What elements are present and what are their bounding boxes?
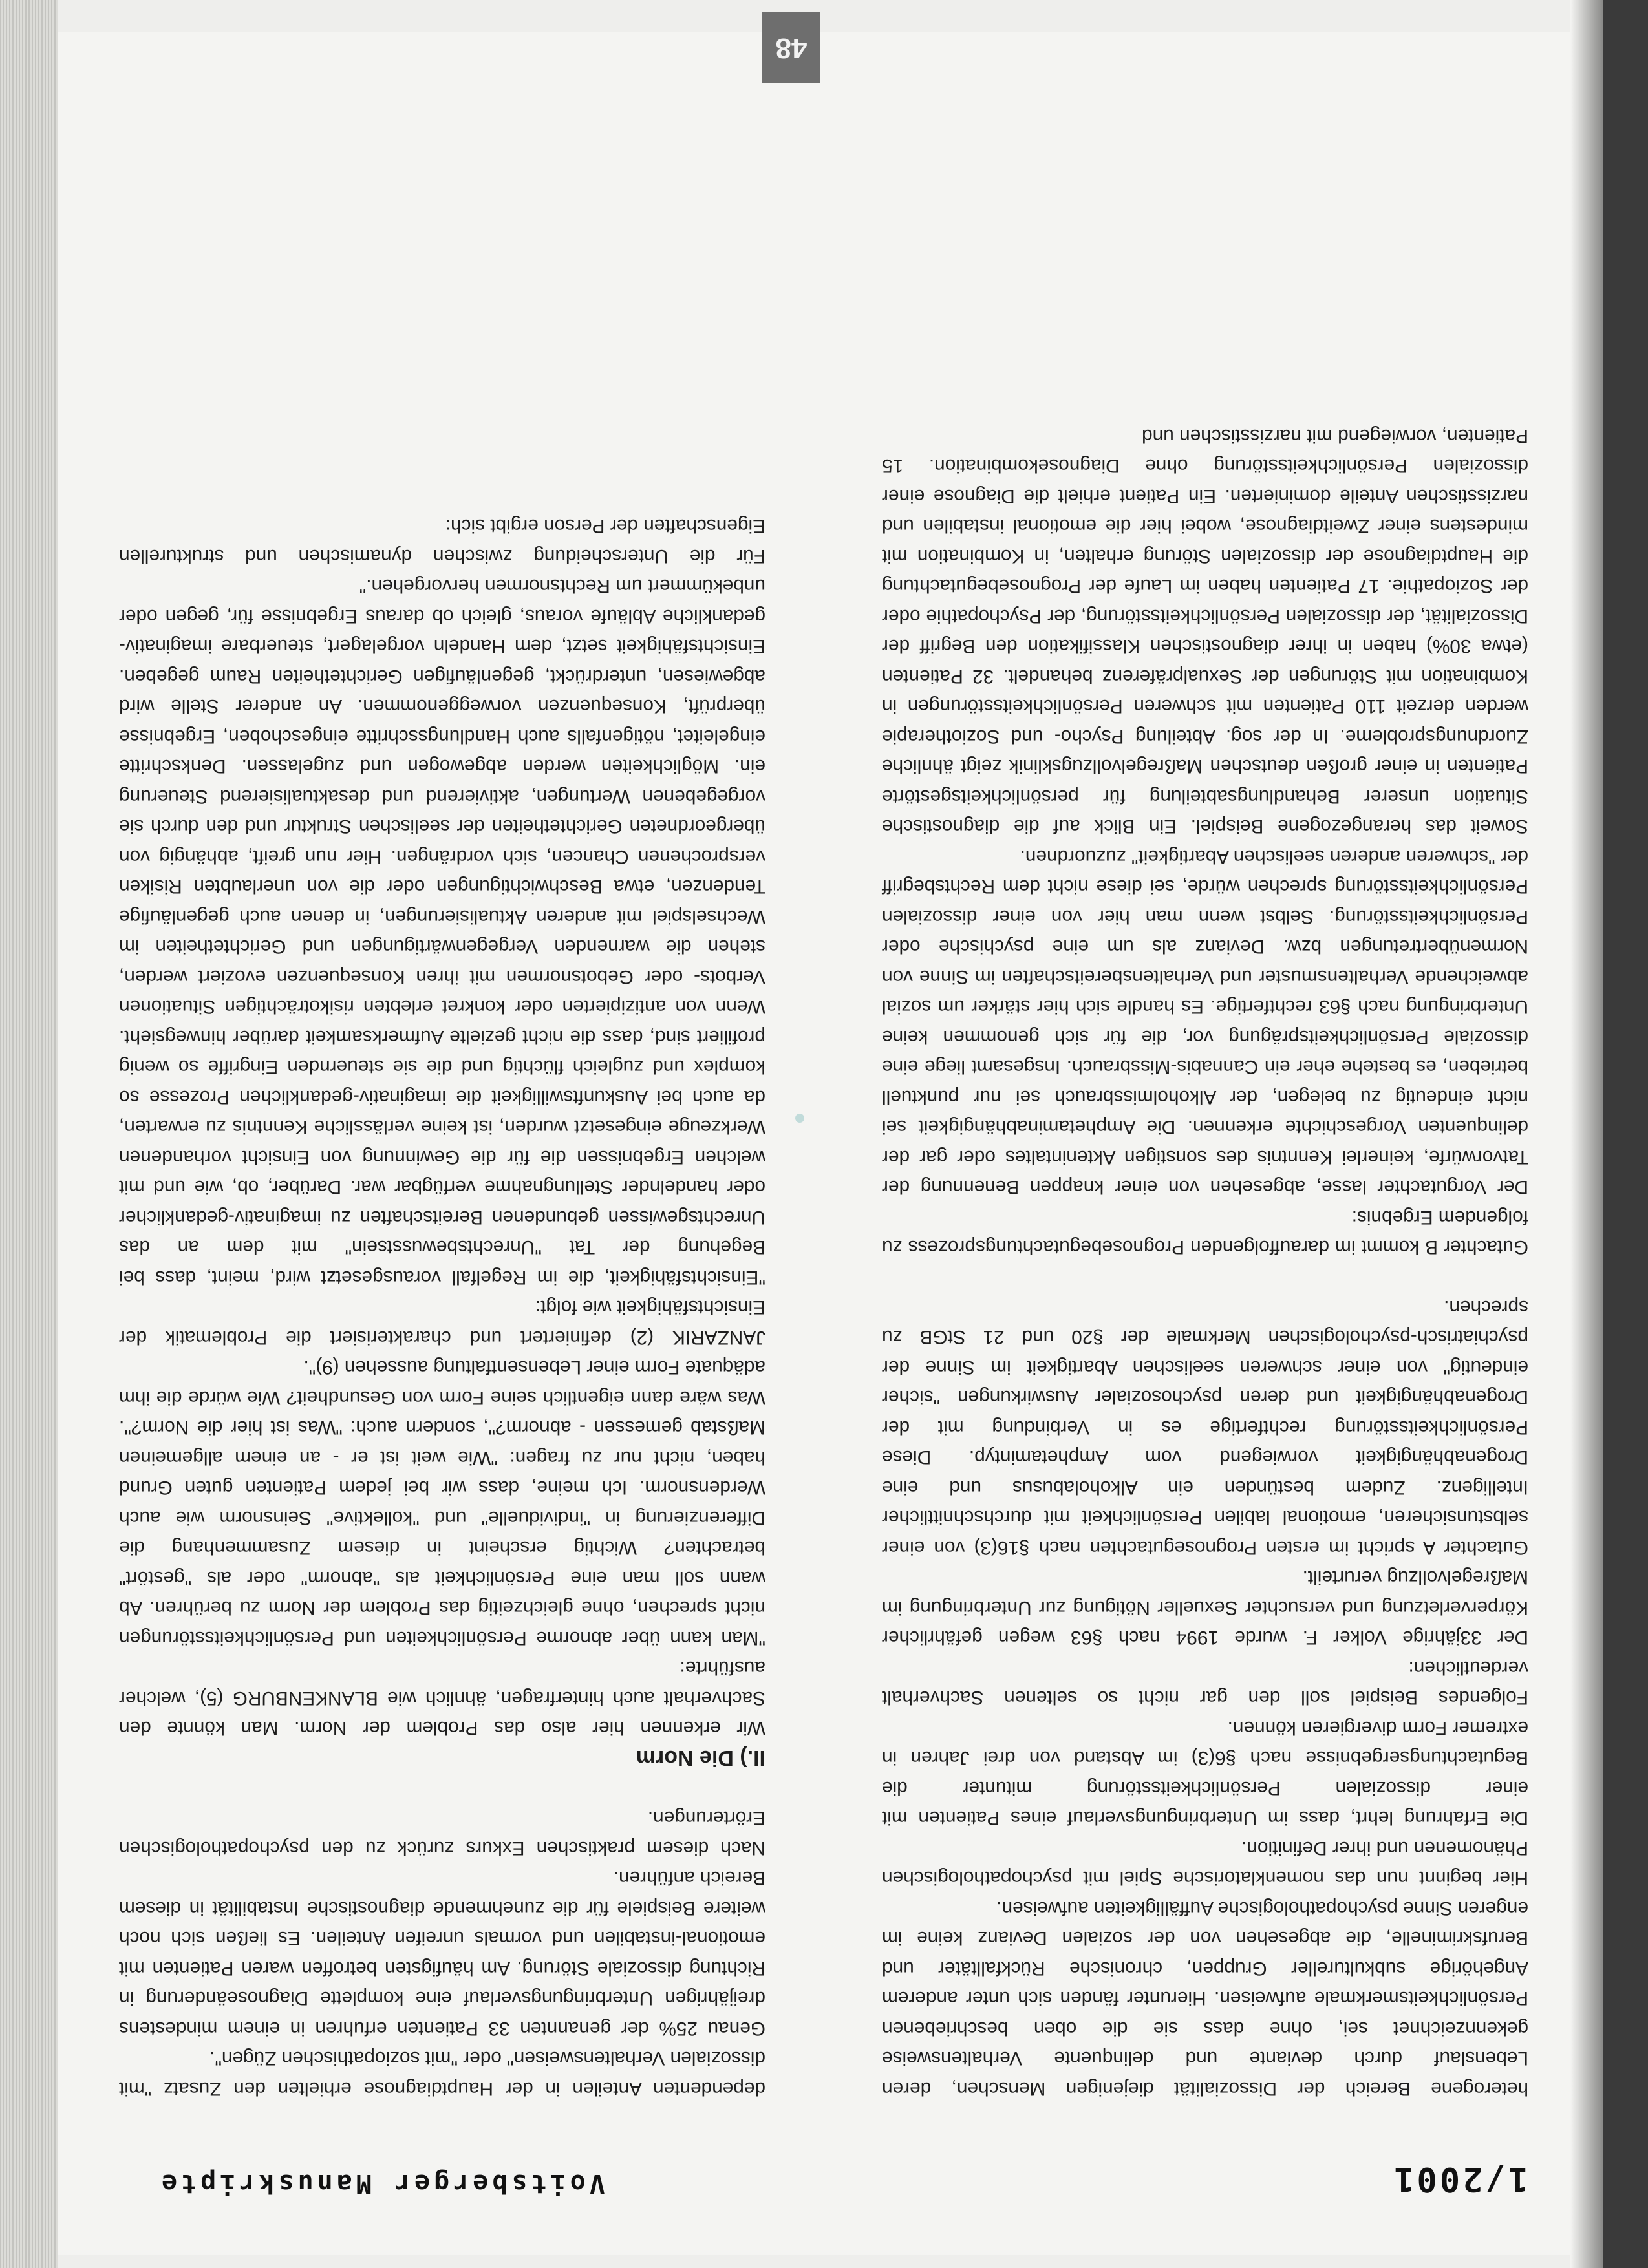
paragraph: Für die Unterscheidung zwischen dynamischen und strukturellen Eigenschaften der Person ergibt sich: (119, 515, 765, 567)
paragraph: heterogene Bereich der Dissozialität diejenigen Menschen, deren Lebenslauf durch deviante und delinquente Verhaltensweise gekennzeichnet sei, ohne dass sie die oben beschriebenen Persönlichkeitsmerkmale aufweisen. Hierunter fänden sich unter anderem Angehörige subkultureller Gruppen, chronische Rückfalltäter und Berufskriminelle, die abgesehen von der sozialen Devianz keine im engeren Sinne psychopathologische Auffälligkeiten aufweisen. (882, 1898, 1528, 2099)
paragraph: dependenten Anteilen in der Hauptdiagnose erhielten den Zusatz "mit dissozialen Verhaltensweisen" oder "mit soziopathischen Zügen". (119, 2048, 765, 2099)
page-number: 48 (762, 12, 820, 83)
paragraph: JANZARIK (2) definiertert und charakterisiert die Problematik der Einsichtsfähigkeit wie folgt: (119, 1297, 765, 1348)
gutter-shadow (1570, 0, 1603, 2268)
issue-number: 1/2001 (1391, 2159, 1528, 2198)
paragraph: Soweit das herangezogene Beispiel. Ein Blick auf die diagnostische Situation unserer Behandlungsabteilung für persönlichkeitsgestörte Patienten in einer großen deutschen Maßregelvollzugsklinik zeigt ähnliche Zuordnungsprobleme. In der sog. Abteilung Psycho- und Soziotherapie werden derzeit 110 Patienten mit schweren Persönlichkeitsstörungen in Kombination mit Störungen der Sexualpräferenz behandelt. 32 Patienten (etwa 30%) haben in ihrer diagnostischen Klassifikation den Begriff der Dissozialität, der dissozialen Persönlichkeitsstörung, der Psychopathie oder der Soziopathie. 17 Patienten haben im Laufe der Prognosebegutachtung die Hauptdiagnose der dissozialen Störung erhalten, in Kombination mit mindestens einer Zweitdiagnose, wobei hier die emotional instabilen und narzisstischen Anteile dominierten. Ein Patient erhielt die Diagnose einer dissozialen Persönlichkeitsstörung ohne Diagnosekombination. 15 Patienten, vorwiegend mit narzisstischen und (882, 425, 1528, 838)
running-header (158, 2153, 1528, 2198)
paragraph: Gutachter B kommt im darauffolgenden Prognosebegutachtungsprozess zu folgendem Ergebnis: (882, 1207, 1528, 1258)
paragraph: Der 33jährige Volker F. wurde 1994 nach §63 wegen gefährlicher Körperverletzung und versuchter Sexueller Nötigung zur Unterbringung im Maßregelvollzug verurteilt. (882, 1567, 1528, 1649)
paragraph: Nach diesem praktischen Exkurs zurück zu den psychopathologischen Erörterungen. (119, 1807, 765, 1859)
paragraph: Wir erkennen hier also das Problem der Norm. Man könnte den Sachverhalt auch hinterfragen, ähnlich wie BLANKENBURG (5), welcher ausführte: (119, 1657, 765, 1739)
paragraph: Gutachter A spricht im ersten Prognosegutachten nach §16(3) von einer selbstunsicheren, emotional labilen Persönlichkeit mit durchschnittlicher Intelligenz. Zudem bestünden ein Alkoholabusus und eine Drogenabhängigkeit vorwiegend vom Amphetamintyp. Diese Persönlichkeitsstörung rechtfertige es in Verbindung mit der Drogenabhängigkeit und deren psychosozialer Auswirkungen "sicher eindeutig" von einer schweren seelischen Abartigkeit im Sinne der psychiatrisch-psychologischen Merkmale der §20 und 21 StGB zu sprechen. (882, 1297, 1528, 1558)
book-spine (1603, 0, 1648, 2268)
paragraph: Die Erfahrung lehrt, dass im Unterbringungsverlauf eines Patienten mit einer dissozialen Persönlichkeitsstörung mitunter die Begutachtungsergebnisse nach §6(3) im Abstand von drei Jahren in extremer Form divergieren können. (882, 1717, 1528, 1829)
section-heading: II.) Die Norm (636, 1746, 765, 1770)
paragraph: Hier beginnt nun das nomenklatorische Spiel mit psychopathologischen Phänomenen und ihrer Definition. (882, 1838, 1528, 1889)
left-column (882, 421, 1528, 2104)
ink-mark (795, 1114, 804, 1123)
right-column (119, 511, 765, 2103)
paragraph: Folgendes Beispiel soll den gar nicht so seltenen Sachverhalt verdeutlichen: (882, 1657, 1528, 1709)
quote-paragraph: "Man kann über abnorme Persönlichkeiten und Persönlichkeitsstörungen nicht sprechen, ohne gleichzeitig das Problem der Norm zu berühren. Ab wann soll man eine Persönlichkeit als "abnorm" oder als "gestört" betrachten? Wichtig erscheint in diesem Zusammenhang die Differenzierung in "individuelle" und "kollektive" Seinsnorm wie auch Werdensnorm. Ich meine, dass wir bei jedem Patienten guten Grund haben, nicht nur zu fragen: "Wie weit ist er - an einem allgemeinen Maßstab gemessen - abnorm?", sondern auch: "Was ist hier die Norm?". Was wäre dann eigentlich seine Form von Gesundheit? Wie würde die ihm adäquate Form einer Lebensentfaltung aussehen (9)". (119, 1357, 765, 1649)
paragraph: Der Vorgutachter lasse, abgesehen von einer knappen Benennung der Tatvorwürfe, keinerlei Kenntnis des sonstigen Aktenintaltes oder gar der delinquenten Vorgeschichte erkennen. Die Amphetaminabhängigkeit sei nicht eindeutig zu belegen, der Alkoholmissbrauch sei nur punktuell betrieben, es bestehe eher ein Cannabis-Missbrauch. Insgesamt liege eine dissoziale Persönlichkeitsprägung vor, die für sich genommen keine Unterbringung nach §63 rechtfertige. Es handle sich hier stärker um sozial abweichende Verhaltensmuster und Verhaltensbereitschaften im Sinne von Normenübertretungen bzw. Devianz als um eine psychische oder Persönlichkeitsstörung. Selbst wenn man hier von einer dissozialen Persönlichkeitsstörung sprechen würde, sei diese nicht dem Rechtsbegriff der "schweren anderen seelischen Abartigkeit" zuzuordnen. (882, 846, 1528, 1198)
paragraph: Genau 25% der genannten 33 Patienten erfuhren in einem mindestens dreijährigen Unterbringungsverlauf eine komplette Diagnoseänderung in Richtung dissoziale Störung. Am häufigsten betroffen waren Patienten mit emotional-instabilen und vormals unreifen Anteilen. Es ließen sich noch weitere Beispiele für die zunehmende diagnostische Instabilität in diesem Bereich anführen. (119, 1867, 765, 2039)
quote-paragraph: "Einsichtsfähigkeit, die im Regelfall vorausgesetzt wird, meint, dass bei Begehung der Tat "Unrechtsbewusstsein" mit dem an das Unrechtsgewissen gebundenen Bereitschaften zu imaginativ-gedanklicher oder handelnder Stellungnahme verfügbar war. Darüber, ob, wie und mit welchen Ergebnissen die für die Gewinnung von Einsicht vorhandenen Werkzeuge eingesetzt wurden, ist keine verlässliche Kenntnis zu erwarten, da auch bei Auskunftswilligkeit die imaginativ-gedanklichen Prozesse so komplex und zugleich flüchtig und die sie steuernden Eingriffe so wenig profiliert sind, dass die nicht gezielte Aufmerksamkeit darüber hinwegsieht. Wenn von antizipierten oder konkret erlebten risikoträchtigen Situationen Verbots- oder Gebotsnormen mit ihren Konsequenzen evoziert werden, stehen die warnenden Vergegenwärtigungen und Gerichtetheiten im Wechselspiel mit anderen Aktualisierungen, in denen auch gegenläufige Tendenzen, etwa Beschwichtigungen oder die von unerlaubten Risiken versprochenen Chancen, sich vordrängen. Hier nun greift, abhängig von übergeordneten Gerichtetheiten der seelischen Struktur und den durch sie vorgegebenen Wertungen, aktivierend und desaktualisierend Steuerung ein. Möglichkeiten werden abgewogen und zugelassen. Denkschritte eingeleitet, nötigenfalls auch Handlungsschritte eingeschoben, Ergebnisse überprüft, Konsequenzen vorweggenommen. An anderer Stelle wird abgewiesen, unterdrückt, gegenläufigen Gerichtetheiten Raum gegeben. Einsichtsfähigkeit setzt, dem Handeln vorgelagert, steuerbare imaginativ-gedankliche Abläufe voraus, gleich ob daraus Ergebnisse für, gegen oder unbekümmert um Rechtsnormen hervorgehen." (119, 575, 765, 1288)
page-edges (0, 0, 58, 2268)
series-title: Voitsberger Manuskripte (158, 2168, 605, 2198)
